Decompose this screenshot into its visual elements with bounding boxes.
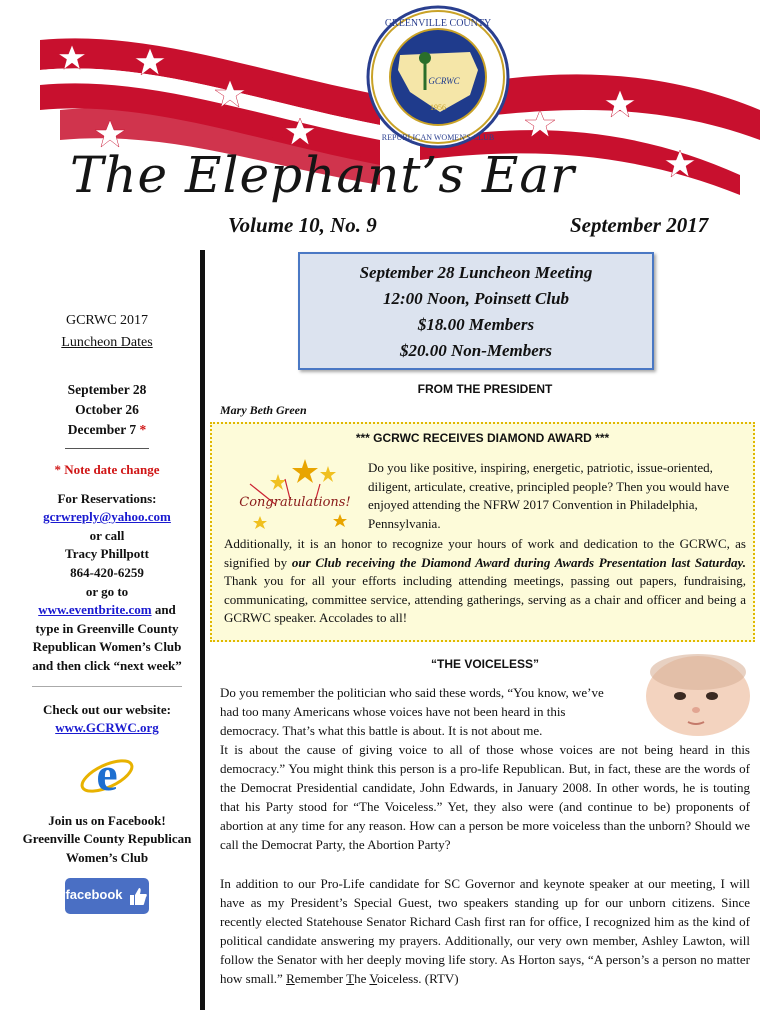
voiceless-intro: Do you remember the politician who said these words, “You know, we’ve had too many Americans whose voices have not been heard in this democracy. That’s what this battle is about. It is not about me. xyxy=(220,685,604,738)
eventbrite-line: www.eventbrite.com and xyxy=(38,602,176,618)
luncheon-title: September 28 Luncheon Meeting xyxy=(359,263,593,282)
luncheon-location: 12:00 Noon, Poinsett Club xyxy=(382,289,570,308)
luncheon-date: October 26 xyxy=(75,402,139,417)
award-emphasis: our Club receiving the Diamond Award during Awards Presentation last Saturday. xyxy=(291,554,747,570)
sidebar-subtitle: Luncheon Dates xyxy=(61,335,153,350)
facebook-like-button[interactable] xyxy=(65,878,149,914)
luncheon-date-changed: December 7 * xyxy=(67,422,147,437)
reservations-label: For Reservations: xyxy=(57,490,157,506)
masthead-title: The Elephant’s Ear xyxy=(70,146,576,204)
seal-top-text: GREENVILLE COUNTY xyxy=(384,18,492,29)
luncheon-date: September 28 xyxy=(67,382,147,397)
eventbrite-link[interactable]: www.eventbrite.com xyxy=(38,602,152,618)
issue-date: September 2017 xyxy=(570,213,709,237)
svg-text:e: e xyxy=(96,747,118,801)
issue-volume: Volume 10, No. 9 xyxy=(228,213,377,237)
divider xyxy=(32,686,182,687)
award-heading: *** GCRWC RECEIVES DIAMOND AWARD *** xyxy=(355,431,610,445)
congratulations-text: Congratulations! xyxy=(239,495,351,510)
award-box xyxy=(210,422,755,642)
voiceless-paragraph-2: In addition to our Pro-Life candidate for SC Governor and keynote speaker at our meeting, I will have as my President’s Special Guest, two speakers standing up for our unborn citizens. Since recently elected Statehouse Senator Richard Cash first ran for office, I recognized him as the kind of political candidate answering my prayers. Additionally, our very own member, Ashley Lawton, will follow the Senator with her deeply moving life story. As Horton says, “A person’s a person no matter how small.” Remember The Voiceless. (RTV) xyxy=(220,876,750,986)
website-link[interactable]: www.GCRWC.org xyxy=(55,720,159,736)
seal-year: 1956 xyxy=(430,103,446,112)
president-heading: FROM THE PRESIDENT xyxy=(417,382,553,396)
check-out-text: Check out our website: xyxy=(43,701,171,717)
congratulations-graphic xyxy=(230,454,360,539)
date-change-asterisk: * xyxy=(139,422,147,437)
award-paragraph-1: Do you like positive, inspiring, energetic, patriotic, issue-oriented, diligent, articulate, creative, principled people? Then you would have enjoyed attending the NFRW 2017 Convention in Philadelphia, Pennsylvania. xyxy=(368,460,730,531)
facebook-invite-text: Join us on Facebook! Greenville County Republican Women’s Club xyxy=(22,812,192,865)
thumbs-up-icon xyxy=(127,885,149,907)
reservation-email-link[interactable]: gcrwreply@yahoo.com xyxy=(43,509,171,525)
contact-name: Tracy Phillpott xyxy=(65,546,149,562)
column-divider xyxy=(200,250,205,1010)
or-call-text: or call xyxy=(89,527,125,543)
contact-phone: 864-420-6259 xyxy=(70,564,144,580)
facebook-button-label: facebook xyxy=(65,887,123,903)
luncheon-nonmember-price: $20.00 Non-Members xyxy=(399,341,553,360)
author-name: Mary Beth Green xyxy=(220,403,307,417)
luncheon-meeting-box xyxy=(298,252,654,370)
voiceless-paragraph-1: It is about the cause of giving voice to all of those whose voices are not being heard in this democracy.” You might think this person is a pro-life Republican. But, in fact, these are the words of the Democrat Presidential candidate, John Edwards, in January 2008. In other words, he is touting that his Party stood for “The Voiceless.” Yet, they also were (and continue to be) proponents of abortion at any time for any reason. How can a person be more voiceless than the unborn? Should we call the Democrat Party, the Abortion Party? xyxy=(220,742,750,852)
seal-center-text: GCRWC xyxy=(428,76,460,86)
seal-bottom-text: REPUBLICAN WOMEN'S CLUB xyxy=(381,133,495,142)
award-paragraph-2: Additionally, it is an honor to recognize your hours of work and dedication to the GCRWC, as signified by our Club receiving the Diamond Award during Awards Presentation last Saturday. Thank you for all your efforts including attending meetings, passing out papers, fundraising, communicating, committee service, attending gatherings, serving as a chair and officer and being a GCRWC speaker. Accolades to all! xyxy=(224,536,747,625)
or-go-to-text: or go to xyxy=(85,583,129,599)
date-change-note: * Note date change xyxy=(54,462,160,477)
baby-photo xyxy=(626,652,754,736)
voiceless-heading: “THE VOICELESS” xyxy=(430,657,540,671)
sidebar xyxy=(22,310,192,914)
internet-explorer-icon xyxy=(77,744,137,804)
sidebar-title: GCRWC 2017 xyxy=(65,313,149,328)
divider xyxy=(65,448,149,449)
luncheon-member-price: $18.00 Members xyxy=(417,315,535,334)
eventbrite-instructions: type in Greenville County Republican Women’s Club and then click “next week” xyxy=(32,620,182,673)
